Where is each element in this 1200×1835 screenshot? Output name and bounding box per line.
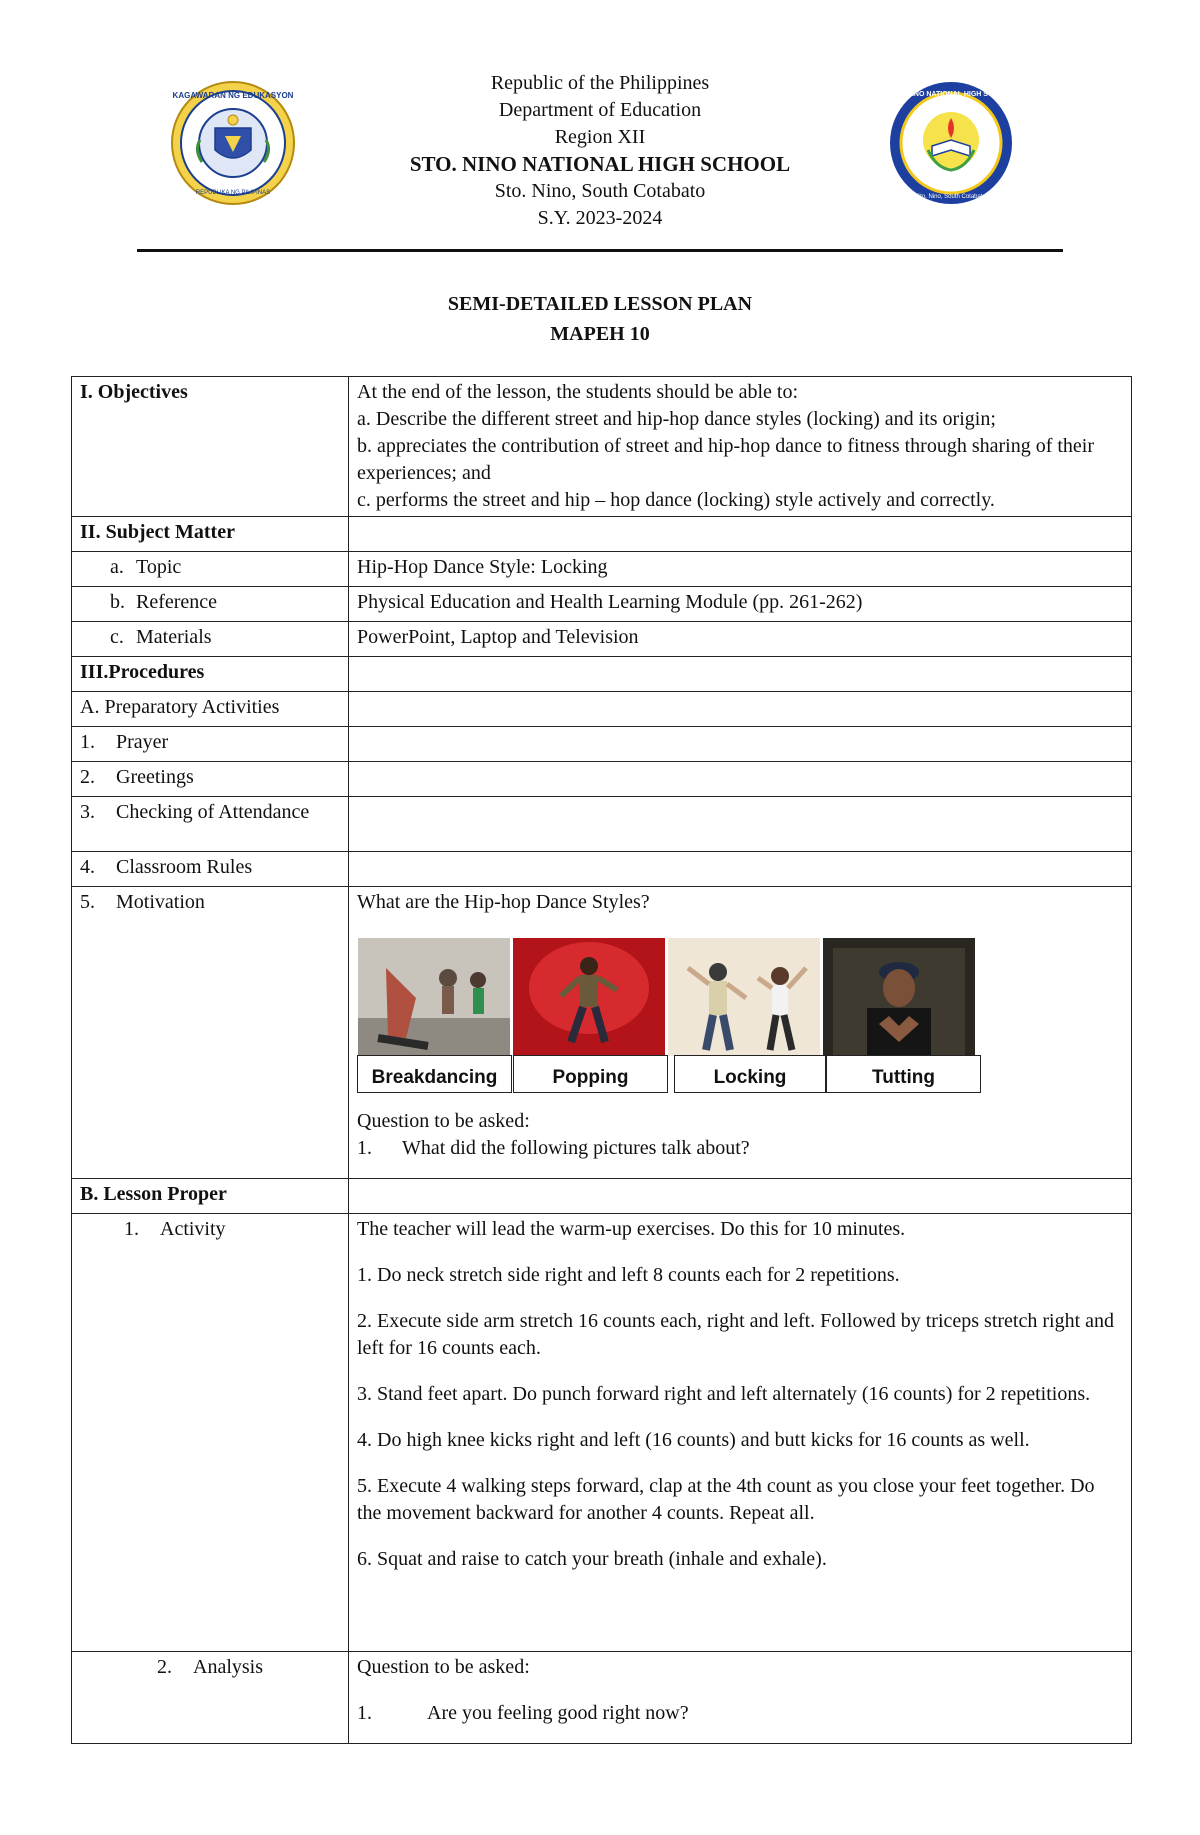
activity-step: 2. Execute side arm stretch 16 counts each, right and left. Followed by triceps stretch right and left for 16 counts each. bbox=[357, 1310, 1115, 1359]
letterhead bbox=[0, 70, 1200, 232]
caption-tutting: Tutting bbox=[826, 1055, 981, 1093]
prayer-label: 1. Prayer bbox=[72, 727, 349, 762]
attendance-label: 3. Checking of Attendance bbox=[72, 797, 349, 852]
row-objectives bbox=[72, 377, 1132, 517]
activity-label: 1. Activity bbox=[72, 1214, 349, 1652]
empty-cell bbox=[349, 1179, 1132, 1214]
objectives-intro: At the end of the lesson, the students should be able to: bbox=[357, 381, 799, 403]
analysis-label: 2. Analysis bbox=[72, 1652, 349, 1744]
row-motivation bbox=[72, 887, 1132, 1179]
lesson-plan-table bbox=[71, 376, 1132, 1744]
row-subject-matter bbox=[72, 517, 1132, 552]
analysis-ask-label: Question to be asked: bbox=[357, 1656, 530, 1678]
header-divider bbox=[137, 249, 1063, 252]
tutting-photo bbox=[823, 938, 975, 1056]
topic-value: Hip-Hop Dance Style: Locking bbox=[349, 552, 1132, 587]
analysis-content bbox=[349, 1652, 1132, 1744]
reference-value: Physical Education and Health Learning Module (pp. 261-262) bbox=[349, 587, 1132, 622]
activity-step: 6. Squat and raise to catch your breath (inhale and exhale). bbox=[357, 1548, 827, 1570]
header-school-year: S.Y. 2023-2024 bbox=[537, 207, 663, 229]
document-subject: MAPEH 10 bbox=[550, 323, 650, 345]
activity-content bbox=[349, 1214, 1132, 1652]
procedures-label: III.Procedures bbox=[72, 657, 349, 692]
row-topic bbox=[72, 552, 1132, 587]
row-analysis bbox=[72, 1652, 1132, 1744]
empty-cell bbox=[349, 762, 1132, 797]
activity-intro: The teacher will lead the warm-up exercises. Do this for 10 minutes. bbox=[357, 1218, 906, 1240]
dance-style-pictures bbox=[357, 938, 1123, 1108]
school-logo-subtext: Sto. Nino, South Cotabato bbox=[916, 194, 986, 200]
header-school-name: STO. NINO NATIONAL HIGH SCHOOL bbox=[409, 152, 791, 176]
row-activity bbox=[72, 1214, 1132, 1652]
row-reference bbox=[72, 587, 1132, 622]
locking-photo bbox=[668, 938, 820, 1056]
lesson-proper-label: B. Lesson Proper bbox=[72, 1179, 349, 1214]
document-title: SEMI-DETAILED LESSON PLAN bbox=[447, 293, 753, 315]
row-classroom-rules bbox=[72, 852, 1132, 887]
activity-step: 1. Do neck stretch side right and left 8 counts each for 2 repetitions. bbox=[357, 1264, 900, 1286]
activity-step: 4. Do high knee kicks right and left (16 counts) and butt kicks for 16 counts as well. bbox=[357, 1429, 1030, 1451]
objectives-content bbox=[349, 377, 1132, 517]
greetings-label: 2. Greetings bbox=[72, 762, 349, 797]
empty-cell bbox=[349, 692, 1132, 727]
caption-breakdancing: Breakdancing bbox=[357, 1055, 512, 1093]
objective-c: c. performs the street and hip – hop dance (locking) style actively and correctly. bbox=[357, 489, 995, 511]
empty-cell bbox=[349, 852, 1132, 887]
classroom-rules-label: 4. Classroom Rules bbox=[72, 852, 349, 887]
empty-cell bbox=[349, 797, 1132, 852]
popping-photo bbox=[513, 938, 665, 1056]
header-department: Department of Education bbox=[498, 99, 702, 121]
empty-cell bbox=[349, 727, 1132, 762]
topic-label: a. Topic bbox=[72, 552, 349, 587]
empty-cell bbox=[349, 657, 1132, 692]
objective-a: a. Describe the different street and hip-hop dance styles (locking) and its origin; bbox=[357, 408, 996, 430]
row-preparatory bbox=[72, 692, 1132, 727]
school-logo-text: STO. NINO NATIONAL HIGH SCHOOL bbox=[888, 91, 1014, 98]
reference-label: b. Reference bbox=[72, 587, 349, 622]
row-attendance bbox=[72, 797, 1132, 852]
motivation-content bbox=[349, 887, 1132, 1179]
breakdancing-photo bbox=[358, 938, 510, 1056]
caption-popping: Popping bbox=[513, 1055, 668, 1093]
activity-step: 3. Stand feet apart. Do punch forward right and left alternately (16 counts) for 2 repetitions. bbox=[357, 1383, 1091, 1405]
row-prayer bbox=[72, 727, 1132, 762]
header-address: Sto. Nino, South Cotabato bbox=[494, 180, 706, 202]
activity-step: 5. Execute 4 walking steps forward, clap at the 4th count as you close your feet together. Do the movement backward for another 4 counts. Repeat all. bbox=[357, 1475, 1095, 1524]
motivation-ask-label: Question to be asked: bbox=[357, 1110, 530, 1132]
materials-label: c. Materials bbox=[72, 622, 349, 657]
preparatory-label: A. Preparatory Activities bbox=[72, 692, 349, 727]
row-lesson-proper bbox=[72, 1179, 1132, 1214]
subject-matter-label: II. Subject Matter bbox=[72, 517, 349, 552]
header-region: Region XII bbox=[554, 126, 646, 148]
header-republic: Republic of the Philippines bbox=[490, 72, 710, 94]
objective-b: b. appreciates the contribution of street and hip-hop dance to fitness through sharing of their experiences; and bbox=[357, 435, 1095, 484]
row-materials bbox=[72, 622, 1132, 657]
motivation-question: What are the Hip-hop Dance Styles? bbox=[357, 891, 650, 913]
caption-locking: Locking bbox=[674, 1055, 826, 1093]
motivation-ask-item: 1. What did the following pictures talk about? bbox=[357, 1137, 750, 1159]
deped-seal-text: KAGAWARAN NG EDUKASYON bbox=[172, 91, 294, 100]
row-procedures bbox=[72, 657, 1132, 692]
materials-value: PowerPoint, Laptop and Television bbox=[349, 622, 1132, 657]
analysis-ask-item: 1. Are you feeling good right now? bbox=[357, 1702, 689, 1724]
objectives-label: I. Objectives bbox=[72, 377, 349, 517]
empty-cell bbox=[349, 517, 1132, 552]
motivation-label: 5. Motivation bbox=[72, 887, 349, 1179]
deped-seal-subtext: REPUBLIKA NG PILIPINAS bbox=[195, 190, 271, 196]
row-greetings bbox=[72, 762, 1132, 797]
